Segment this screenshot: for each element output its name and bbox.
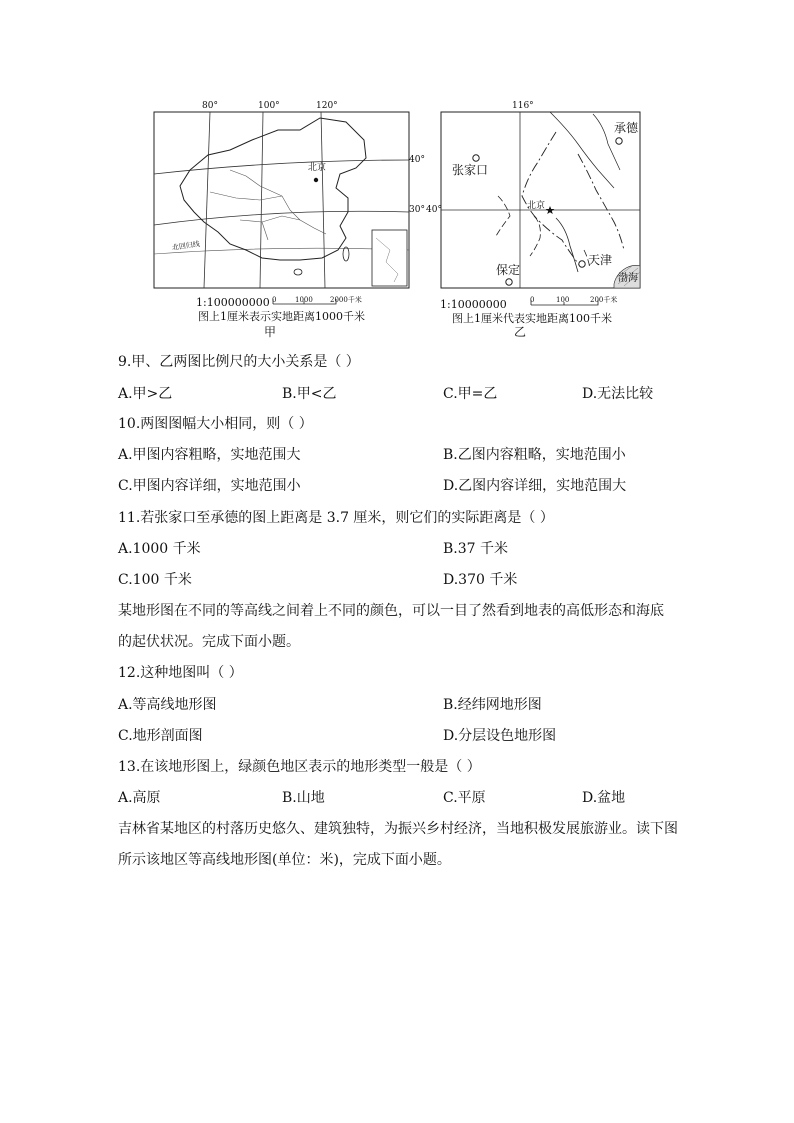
city-label-beijing-yi: 北京 [527,201,546,211]
scale-tick-200: 200千米 [590,296,618,304]
city-label-zhangjiakou: 张家口 [452,163,489,177]
question-12-option-d: D.分层设色地形图 [443,728,557,744]
beijing-region-map-figure [438,100,643,290]
question-9-option-b: B.甲<乙 [282,386,337,402]
scale-text: 图上1厘米表示实地距离1000千米 [198,310,365,323]
scale-text-yi: 图上1厘米代表实地距离100千米 [452,312,612,325]
lon-label-80: 80° [202,101,218,111]
question-13-option-a: A.高原 [118,790,161,806]
passage-1-line-1: 某地形图在不同的等高线之间着上不同的颜色，可以一目了然看到地表的高低形态和海底 [118,603,664,619]
question-11-option-c: C.100 千米 [118,572,192,588]
tropic-label: 北回归线 [171,240,201,252]
map-yi [426,100,648,345]
city-label-tianjin: 天津 [588,253,613,267]
question-9-option-c: C.甲=乙 [443,386,498,402]
question-11-option-d: D.370 千米 [443,572,518,588]
passage-2-line-2: 所示该地区等高线地形图(单位：米)，完成下面小题。 [118,852,451,868]
question-13-option-c: C.平原 [443,790,486,806]
lon-label-116: 116° [512,101,534,111]
lat-label-40: 40° [409,155,425,165]
map-jia [150,100,425,345]
question-13-option-d: D.盆地 [582,790,626,806]
question-12-option-c: C.地形剖面图 [118,728,203,744]
passage-1-line-2: 的起伏状况。完成下面小题。 [118,634,300,650]
scale-tick-1000: 1000 [295,296,313,304]
city-label-beijing: 北京 [308,163,327,173]
lon-label-120: 120° [316,101,338,111]
map-name-yi: 乙 [514,325,527,339]
passage-2-line-1: 吉林省某地区的村落历史悠久、建筑独特，为振兴乡村经济，当地积极发展旅游业。读下图 [118,821,678,837]
question-11-option-b: B.37 千米 [443,541,509,557]
map-name-jia: 甲 [264,325,277,339]
sea-label-bohai: 渤海 [618,273,638,284]
question-9-stem: 9.甲、乙两图比例尺的大小关系是（ ） [118,354,360,370]
scale-tick-2000: 2000千米 [330,296,362,304]
lat-label-30: 30° [409,205,425,215]
question-10-stem: 10.两图图幅大小相同，则（ ） [118,416,313,432]
city-label-chengde: 承德 [614,121,639,135]
scale-tick-0: 0 [272,296,277,304]
question-13-option-b: B.山地 [282,790,325,806]
question-10-option-d: D.乙图内容详细，实地范围大 [443,478,627,494]
question-11-option-a: A.1000 千米 [118,541,201,557]
question-11-stem: 11.若张家口至承德的图上距离是 3.7 厘米，则它们的实际距离是（ ） [118,510,554,526]
question-10-option-b: B.乙图内容粗略，实地范围小 [443,447,626,463]
question-13-stem: 13.在该地形图上，绿颜色地区表示的地形类型一般是（ ） [118,759,481,775]
scale-ratio-yi: 1:10000000 [440,298,507,311]
question-12-option-b: B.经纬网地形图 [443,697,542,713]
question-12-option-a: A.等高线地形图 [118,697,217,713]
question-10-option-c: C.甲图内容详细，实地范围小 [118,478,301,494]
china-map-figure [150,100,415,290]
question-12-stem: 12.这种地图叫（ ） [118,665,243,681]
scale-tick-0-yi: 0 [530,296,535,304]
city-label-baoding: 保定 [496,263,521,277]
question-9-option-a: A.甲>乙 [118,386,173,402]
scale-ratio: 1:100000000 [196,296,270,309]
question-9-option-d: D.无法比较 [582,386,654,402]
lon-label-100: 100° [258,101,280,111]
scale-tick-100: 100 [556,296,570,304]
lat-label-40-yi: 40° [426,205,442,215]
question-10-option-a: A.甲图内容粗略，实地范围大 [118,447,301,463]
